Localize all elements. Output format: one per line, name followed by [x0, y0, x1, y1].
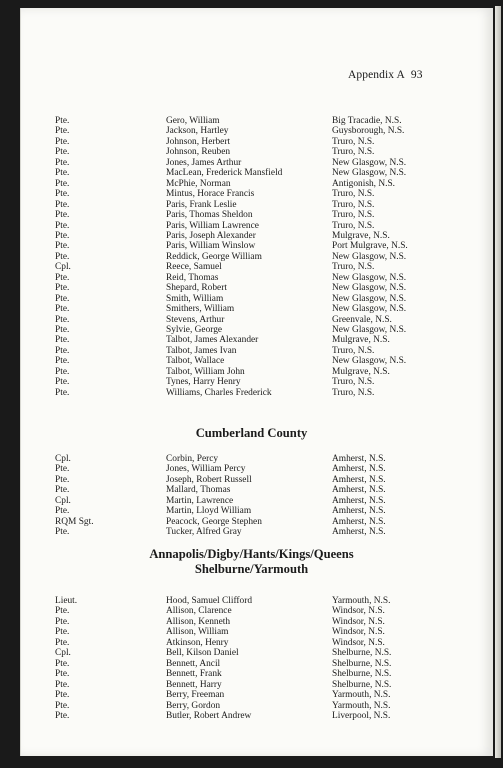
hometown-cell: Amherst, N.S. [332, 527, 386, 538]
name-cell: Reece, Samuel [166, 262, 222, 273]
name-cell: Talbot, James Alexander [166, 335, 259, 346]
name-cell: Bennett, Frank [166, 669, 222, 680]
name-cell: Mintus, Horace Francis [166, 189, 255, 200]
name-cell: Smith, William [166, 293, 224, 304]
table-row [0, 464, 503, 474]
rank-cell: Lieut. [55, 596, 78, 606]
rank-cell: RQM Sgt. [55, 516, 94, 527]
table-row [0, 659, 503, 669]
hometown-cell: Truro, N.S. [332, 262, 375, 273]
name-cell: Bell, Kilson Daniel [166, 648, 239, 659]
table-row [0, 596, 503, 606]
table-row [0, 158, 503, 168]
running-header [348, 69, 423, 81]
name-cell: Gero, William [166, 116, 220, 126]
table-row [0, 627, 503, 637]
hometown-cell: Windsor, N.S. [332, 637, 385, 648]
rank-cell: Pte. [55, 616, 70, 627]
hometown-cell: Amherst, N.S. [332, 485, 386, 496]
hometown-cell: Yarmouth, N.S. [332, 596, 391, 606]
name-cell: Butler, Robert Andrew [166, 710, 252, 721]
name-cell: Shepard, Robert [166, 283, 227, 294]
hometown-cell: Big Tracadie, N.S. [332, 116, 402, 126]
rank-cell: Pte. [55, 485, 70, 496]
table-row [0, 315, 503, 325]
hometown-cell: Windsor, N.S. [332, 616, 385, 627]
hometown-cell: Mulgrave, N.S. [332, 230, 390, 241]
rank-cell: Pte. [55, 283, 70, 294]
name-cell: Smithers, William [166, 304, 235, 315]
hometown-cell: New Glasgow, N.S. [332, 356, 407, 367]
name-cell: Bennett, Harry [166, 679, 222, 690]
table-row [0, 241, 503, 251]
name-cell: Reddick, George William [166, 251, 262, 262]
table-row [0, 475, 503, 485]
rank-cell: Pte. [55, 627, 70, 638]
rank-cell: Pte. [55, 304, 70, 315]
hometown-cell: Truro, N.S. [332, 377, 375, 388]
section-title: Cumberland County [195, 426, 308, 440]
hometown-cell: Guysborough, N.S. [332, 126, 405, 137]
rank-cell: Pte. [55, 272, 70, 283]
rank-cell: Pte. [55, 116, 70, 126]
hometown-cell: Truro, N.S. [332, 147, 375, 158]
rank-cell: Pte. [55, 527, 70, 538]
hometown-cell: New Glasgow, N.S. [332, 157, 407, 168]
hometown-cell: Truro, N.S. [332, 136, 375, 147]
name-cell: Talbot, James Ivan [166, 345, 237, 356]
table-row [0, 648, 503, 658]
hometown-cell: Truro, N.S. [332, 199, 375, 210]
table-row [0, 680, 503, 690]
name-cell: Martin, Lloyd William [166, 506, 252, 517]
table-row [0, 388, 503, 398]
table-row [0, 367, 503, 377]
table-row [0, 454, 503, 464]
rank-cell: Pte. [55, 710, 70, 721]
table-row [0, 485, 503, 495]
name-cell: Hood, Samuel Clifford [166, 596, 253, 606]
table-row [0, 346, 503, 356]
table-row [0, 617, 503, 627]
rank-cell: Pte. [55, 637, 70, 648]
hometown-cell: Truro, N.S. [332, 220, 375, 231]
name-cell: Peacock, George Stephen [166, 516, 262, 527]
hometown-cell: Truro, N.S. [332, 345, 375, 356]
rank-cell: Pte. [55, 157, 70, 168]
rank-cell: Pte. [55, 356, 70, 367]
table-row [0, 335, 503, 345]
rank-cell: Pte. [55, 669, 70, 680]
hometown-cell: Amherst, N.S. [332, 474, 386, 485]
rank-cell: Pte. [55, 366, 70, 377]
rank-cell: Pte. [55, 464, 70, 475]
name-cell: MacLean, Frederick Mansfield [166, 168, 283, 179]
name-cell: Jackson, Hartley [166, 126, 229, 137]
table-row [0, 638, 503, 648]
rank-cell: Cpl. [55, 495, 71, 506]
rank-cell: Pte. [55, 506, 70, 517]
name-cell: Jones, William Percy [166, 464, 246, 475]
rank-cell: Cpl. [55, 262, 71, 273]
hometown-cell: Mulgrave, N.S. [332, 366, 390, 377]
table-row [0, 210, 503, 220]
name-cell: Allison, Clarence [166, 606, 232, 617]
name-cell: Paris, Frank Leslie [166, 199, 237, 210]
hometown-cell: Windsor, N.S. [332, 606, 385, 617]
rank-cell: Pte. [55, 147, 70, 158]
name-cell: Atkinson, Henry [166, 637, 229, 648]
name-cell: Sylvie, George [166, 325, 223, 335]
table-row [0, 377, 503, 387]
hometown-cell: Shelburne, N.S. [332, 658, 392, 669]
rank-cell: Pte. [55, 210, 70, 221]
name-cell: Joseph, Robert Russell [166, 474, 252, 485]
name-cell: Williams, Charles Frederick [166, 387, 272, 398]
hometown-cell: Amherst, N.S. [332, 506, 386, 517]
name-cell: Talbot, William John [166, 366, 245, 377]
hometown-cell: Amherst, N.S. [332, 464, 386, 475]
rank-cell: Pte. [55, 690, 70, 701]
table-row [0, 517, 503, 527]
name-cell: Talbot, Wallace [166, 356, 225, 367]
hometown-cell: New Glasgow, N.S. [332, 293, 407, 304]
table-row [0, 189, 503, 199]
hometown-cell: Windsor, N.S. [332, 627, 385, 638]
hometown-cell: Truro, N.S. [332, 387, 375, 398]
table-row [0, 137, 503, 147]
name-cell: Stevens, Arthur [166, 314, 225, 325]
table-row [0, 126, 503, 136]
rank-cell: Pte. [55, 136, 70, 147]
table-row [0, 356, 503, 366]
name-cell: Allison, William [166, 627, 229, 638]
hometown-cell: Truro, N.S. [332, 210, 375, 221]
hometown-cell: New Glasgow, N.S. [332, 325, 407, 335]
rank-cell: Pte. [55, 314, 70, 325]
table-row [0, 711, 503, 721]
name-cell: Mallard, Thomas [166, 485, 231, 496]
hometown-cell: Shelburne, N.S. [332, 679, 392, 690]
rank-cell: Cpl. [55, 648, 71, 659]
hometown-cell: Mulgrave, N.S. [332, 335, 390, 346]
name-cell: Johnson, Reuben [166, 147, 231, 158]
hometown-cell: Yarmouth, N.S. [332, 700, 391, 711]
rank-cell: Pte. [55, 199, 70, 210]
table-row [0, 527, 503, 537]
name-cell: Reid, Thomas [166, 272, 219, 283]
table-row [0, 273, 503, 283]
rank-cell: Pte. [55, 377, 70, 388]
table-row [0, 116, 503, 126]
name-cell: Berry, Gordon [166, 700, 221, 711]
hometown-cell: Amherst, N.S. [332, 454, 386, 464]
name-cell: Allison, Kenneth [166, 616, 231, 627]
table-row [0, 506, 503, 516]
table-row [0, 200, 503, 210]
rank-cell: Pte. [55, 126, 70, 137]
rank-cell: Pte. [55, 178, 70, 189]
table-row [0, 325, 503, 335]
section-title: Shelburne/Yarmouth [194, 562, 309, 576]
hometown-cell: Port Mulgrave, N.S. [332, 241, 408, 252]
rank-cell: Pte. [55, 335, 70, 346]
hometown-cell: New Glasgow, N.S. [332, 251, 407, 262]
table-row [0, 690, 503, 700]
rank-cell: Pte. [55, 293, 70, 304]
hometown-cell: Yarmouth, N.S. [332, 690, 391, 701]
hometown-cell: Shelburne, N.S. [332, 648, 392, 659]
rank-cell: Pte. [55, 220, 70, 231]
name-cell: Paris, William Lawrence [166, 220, 259, 231]
rank-cell: Pte. [55, 168, 70, 179]
hometown-cell: New Glasgow, N.S. [332, 272, 407, 283]
name-cell: McPhie, Norman [166, 178, 231, 189]
name-cell: Jones, James Arthur [166, 157, 242, 168]
table-row [0, 179, 503, 189]
table-row [0, 294, 503, 304]
hometown-cell: Amherst, N.S. [332, 516, 386, 527]
rank-cell: Pte. [55, 230, 70, 241]
rank-cell: Pte. [55, 658, 70, 669]
name-cell: Corbin, Percy [166, 454, 219, 464]
hometown-cell: New Glasgow, N.S. [332, 304, 407, 315]
rank-cell: Pte. [55, 189, 70, 200]
name-cell: Tucker, Alfred Gray [166, 527, 242, 538]
table-row [0, 231, 503, 241]
rank-cell: Pte. [55, 679, 70, 690]
rank-cell: Cpl. [55, 454, 71, 464]
table-row [0, 669, 503, 679]
table-row [0, 221, 503, 231]
name-cell: Paris, Joseph Alexander [166, 230, 256, 241]
table-row [0, 496, 503, 506]
name-cell: Tynes, Harry Henry [166, 377, 241, 388]
hometown-cell: Greenvale, N.S. [332, 314, 392, 325]
table-row [0, 701, 503, 711]
page-number: 93 [410, 69, 423, 81]
name-cell: Paris, Thomas Sheldon [166, 210, 253, 221]
rank-cell: Pte. [55, 345, 70, 356]
hometown-cell: New Glasgow, N.S. [332, 283, 407, 294]
hometown-cell: New Glasgow, N.S. [332, 168, 407, 179]
rank-cell: Pte. [55, 474, 70, 485]
name-cell: Berry, Freeman [166, 690, 225, 701]
name-cell: Martin, Lawrence [166, 495, 234, 506]
table-row [0, 168, 503, 178]
table-row [0, 262, 503, 272]
hometown-cell: Amherst, N.S. [332, 495, 386, 506]
name-cell: Bennett, Ancil [166, 658, 221, 669]
rank-cell: Pte. [55, 325, 70, 335]
hometown-cell: Liverpool, N.S. [332, 710, 391, 721]
table-row [0, 606, 503, 616]
rank-cell: Pte. [55, 700, 70, 711]
table-row [0, 252, 503, 262]
hometown-cell: Antigonish, N.S. [332, 178, 396, 189]
section-title: Annapolis/Digby/Hants/Kings/Queens [149, 547, 354, 561]
table-row [0, 283, 503, 293]
name-cell: Paris, William Winslow [166, 241, 256, 252]
table-row [0, 304, 503, 314]
hometown-cell: Truro, N.S. [332, 189, 375, 200]
table-row [0, 147, 503, 157]
name-cell: Johnson, Herbert [166, 136, 231, 147]
hometown-cell: Shelburne, N.S. [332, 669, 392, 680]
rank-cell: Pte. [55, 387, 70, 398]
rank-cell: Pte. [55, 241, 70, 252]
rank-cell: Pte. [55, 606, 70, 617]
appendix-label: Appendix A [348, 69, 405, 81]
rank-cell: Pte. [55, 251, 70, 262]
